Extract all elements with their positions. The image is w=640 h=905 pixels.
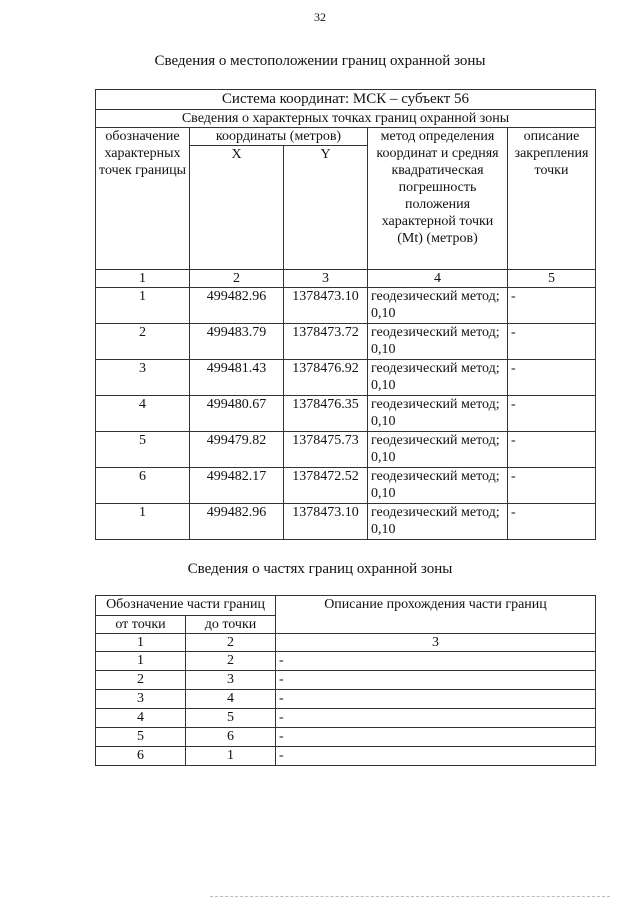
coord-x: 499480.67 <box>190 396 284 432</box>
point-id: 6 <box>96 468 190 504</box>
table-row <box>96 728 596 747</box>
page-number: 32 <box>314 10 326 24</box>
table-row <box>96 504 596 540</box>
coord-x: 499483.79 <box>190 324 284 360</box>
col-number: 5 <box>508 270 596 288</box>
section1-title: Сведения о местоположении границ охранной зоны <box>154 53 486 69</box>
header-method: метод определения координат и средняя квадратическая погрешность положения характерной точки (Mt) (метров) <box>368 128 508 270</box>
bottom-scan-mark <box>210 896 610 899</box>
method: геодезический метод; 0,10 <box>368 468 508 504</box>
coord-x: 499479.82 <box>190 432 284 468</box>
header-y: Y <box>284 146 368 270</box>
col-number: 4 <box>368 270 508 288</box>
point-description: - <box>508 396 596 432</box>
part-description: - <box>276 652 596 671</box>
coord-y: 1378476.35 <box>284 396 368 432</box>
to-point: 6 <box>186 728 276 747</box>
boundary-points-table <box>95 89 596 540</box>
boundary-parts-table <box>95 595 596 766</box>
table-row <box>96 709 596 728</box>
method: геодезический метод; 0,10 <box>368 324 508 360</box>
from-point: 1 <box>96 652 186 671</box>
method: геодезический метод; 0,10 <box>368 396 508 432</box>
coord-y: 1378475.73 <box>284 432 368 468</box>
coordinate-system-label: Система координат: МСК – субъект 56 <box>96 90 596 110</box>
table-row <box>96 468 596 504</box>
to-point: 3 <box>186 671 276 690</box>
header-description: описание закрепления точки <box>508 128 596 270</box>
point-id: 1 <box>96 504 190 540</box>
point-id: 2 <box>96 324 190 360</box>
method: геодезический метод; 0,10 <box>368 504 508 540</box>
table-subtitle: Сведения о характерных точках границ охранной зоны <box>96 110 596 128</box>
part-description: - <box>276 747 596 766</box>
coord-y: 1378473.10 <box>284 288 368 324</box>
coord-y: 1378472.52 <box>284 468 368 504</box>
point-description: - <box>508 504 596 540</box>
table-row <box>96 690 596 709</box>
point-id: 1 <box>96 288 190 324</box>
to-point: 4 <box>186 690 276 709</box>
method: геодезический метод; 0,10 <box>368 288 508 324</box>
table-row <box>96 288 596 324</box>
to-point: 5 <box>186 709 276 728</box>
coord-x: 499482.96 <box>190 288 284 324</box>
header-part-description: Описание прохождения части границ <box>276 596 596 634</box>
col-number: 3 <box>276 634 596 652</box>
table-row <box>96 396 596 432</box>
header-coords: координаты (метров) <box>190 128 368 146</box>
part-description: - <box>276 690 596 709</box>
part-description: - <box>276 728 596 747</box>
point-description: - <box>508 468 596 504</box>
table-row <box>96 747 596 766</box>
table-row <box>96 652 596 671</box>
header-point: обозначение характерных точек границы <box>96 128 190 270</box>
from-point: 2 <box>96 671 186 690</box>
from-point: 6 <box>96 747 186 766</box>
to-point: 2 <box>186 652 276 671</box>
header-from: от точки <box>96 616 186 634</box>
col-number: 2 <box>190 270 284 288</box>
coord-y: 1378473.10 <box>284 504 368 540</box>
point-description: - <box>508 432 596 468</box>
point-id: 5 <box>96 432 190 468</box>
point-description: - <box>508 288 596 324</box>
point-id: 4 <box>96 396 190 432</box>
coord-x: 499482.17 <box>190 468 284 504</box>
method: геодезический метод; 0,10 <box>368 360 508 396</box>
coord-x: 499481.43 <box>190 360 284 396</box>
point-description: - <box>508 324 596 360</box>
point-description: - <box>508 360 596 396</box>
table-row <box>96 432 596 468</box>
method: геодезический метод; 0,10 <box>368 432 508 468</box>
col-number: 1 <box>96 270 190 288</box>
from-point: 3 <box>96 690 186 709</box>
coord-y: 1378473.72 <box>284 324 368 360</box>
table-row <box>96 360 596 396</box>
to-point: 1 <box>186 747 276 766</box>
coord-y: 1378476.92 <box>284 360 368 396</box>
point-id: 3 <box>96 360 190 396</box>
part-description: - <box>276 709 596 728</box>
part-description: - <box>276 671 596 690</box>
header-to: до точки <box>186 616 276 634</box>
table-row <box>96 671 596 690</box>
coord-x: 499482.96 <box>190 504 284 540</box>
table-row <box>96 324 596 360</box>
header-part: Обозначение части границ <box>96 596 276 616</box>
col-number: 2 <box>186 634 276 652</box>
section2-title: Сведения о частях границ охранной зоны <box>187 561 453 577</box>
from-point: 4 <box>96 709 186 728</box>
from-point: 5 <box>96 728 186 747</box>
col-number: 1 <box>96 634 186 652</box>
col-number: 3 <box>284 270 368 288</box>
header-x: X <box>190 146 284 270</box>
